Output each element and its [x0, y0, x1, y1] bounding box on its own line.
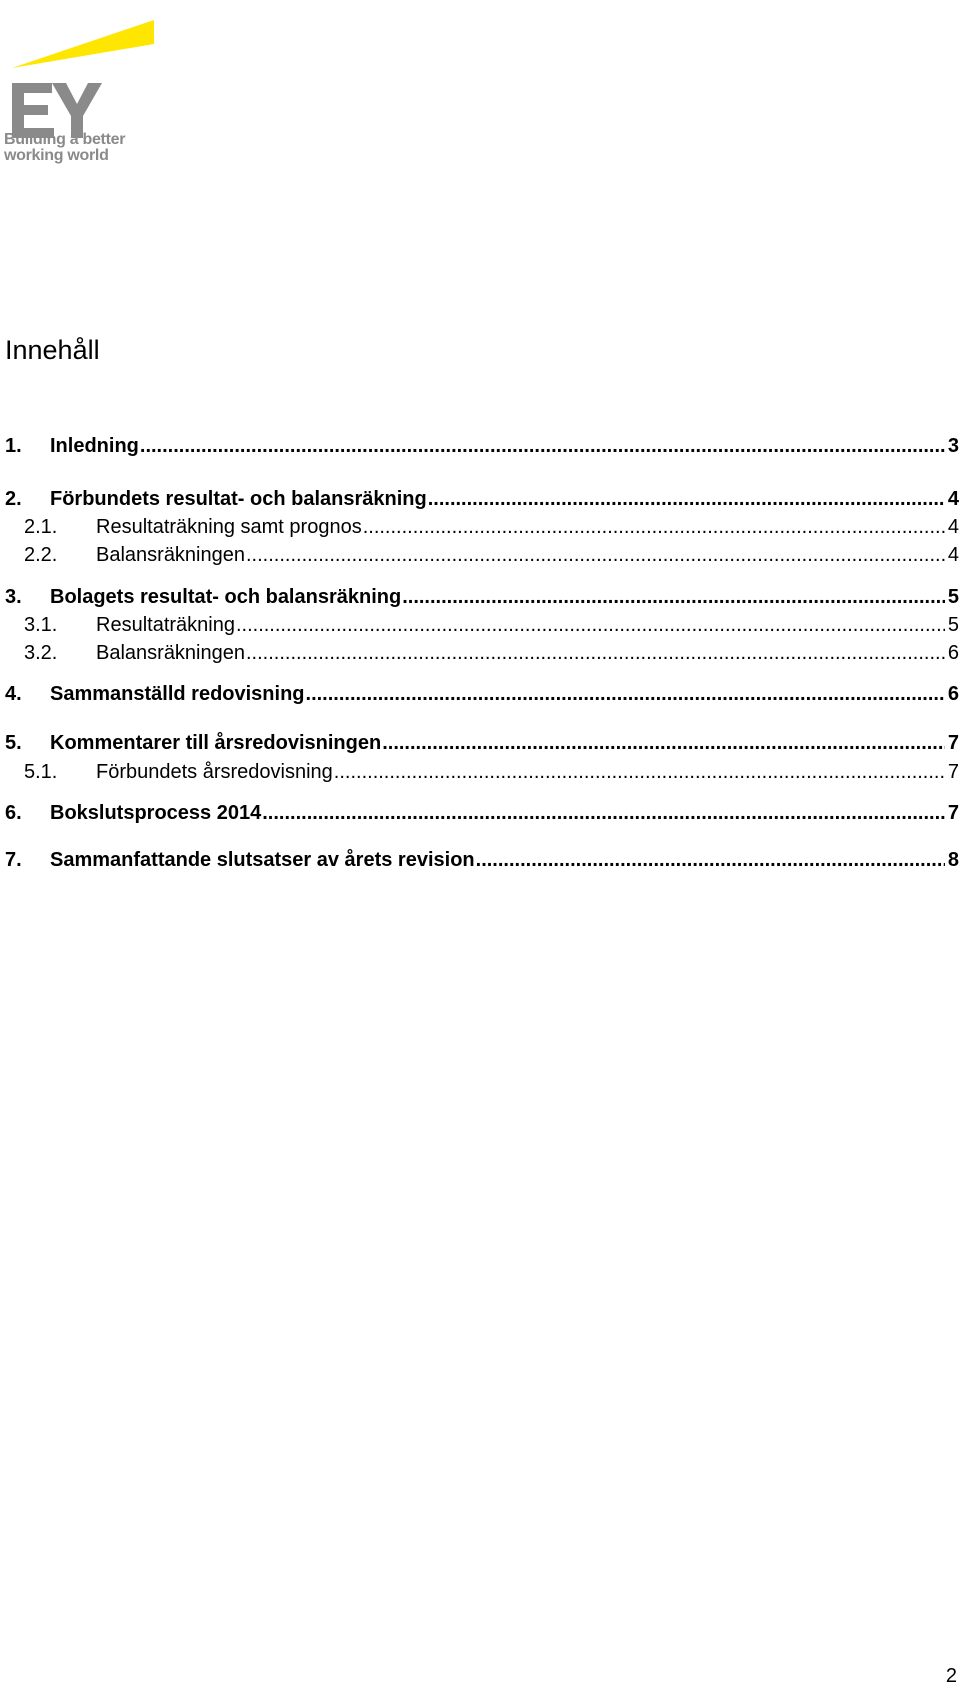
toc-entry-page: 4 [947, 544, 959, 566]
page-number: 2 [945, 1665, 957, 1687]
toc-entry-label: Bokslutsprocess 2014 [50, 802, 262, 824]
toc-entry-page: 3 [947, 435, 959, 457]
toc-entry-page: 5 [947, 614, 959, 636]
toc-entry-page: 7 [947, 732, 959, 754]
toc-entry-2-1[interactable] [5, 515, 959, 539]
ey-logo-beam [12, 20, 154, 68]
toc-leader-dots [306, 682, 945, 706]
toc-entry-number: 2.2. [24, 544, 58, 566]
toc-entry-label: Bolagets resultat- och balansräkning [50, 586, 402, 608]
toc-entry-4[interactable] [5, 682, 959, 706]
toc-entry-page: 7 [947, 802, 959, 824]
toc-entry-label: Kommentarer till årsredovisningen [50, 732, 382, 754]
toc-entry-label: Balansräkningen [96, 544, 245, 566]
ey-logo-letter-e [12, 83, 54, 138]
toc-title: Innehåll [5, 335, 100, 365]
ey-logo-letter-y [52, 83, 102, 138]
ey-logo-mark [8, 18, 158, 138]
toc-entry-number: 2.1. [24, 516, 58, 538]
toc-entry-label: Sammanfattande slutsatser av årets revision [50, 849, 475, 871]
toc-entry-3-2[interactable] [5, 641, 959, 665]
toc-entry-5-1[interactable] [5, 760, 959, 784]
toc-entry-page: 4 [947, 488, 959, 510]
toc-entry-number: 5.1. [24, 761, 58, 783]
toc-entry-label: Inledning [50, 435, 139, 457]
toc-leader-dots [334, 760, 945, 784]
toc-entry-page: 6 [947, 642, 959, 664]
toc-entry-number: 3.1. [24, 614, 58, 636]
toc-leader-dots [363, 515, 945, 539]
toc-entry-label: Förbundets årsredovisning [96, 761, 333, 783]
toc-leader-dots [236, 613, 945, 637]
toc-entry-label: Resultaträkning [96, 614, 235, 636]
toc-entry-page: 4 [947, 516, 959, 538]
toc-entry-3[interactable] [5, 585, 959, 609]
toc-entry-page: 5 [947, 586, 959, 608]
toc-entry-number: 4. [5, 683, 22, 705]
toc-entry-number: 7. [5, 849, 22, 871]
toc-entry-number: 3. [5, 586, 22, 608]
toc-leader-dots [246, 641, 945, 665]
toc-entry-number: 1. [5, 435, 22, 457]
toc-entry-label: Sammanställd redovisning [50, 683, 305, 705]
toc-entry-number: 2. [5, 488, 22, 510]
toc-entry-number: 6. [5, 802, 22, 824]
toc-entry-label: Resultaträkning samt prognos [96, 516, 362, 538]
toc-entry-number: 3.2. [24, 642, 58, 664]
toc-leader-dots [382, 731, 945, 755]
toc-leader-dots [246, 543, 945, 567]
toc-entry-6[interactable] [5, 801, 959, 825]
toc-entry-5[interactable] [5, 731, 959, 755]
toc-entry-1[interactable] [5, 434, 959, 458]
toc-leader-dots [262, 801, 945, 825]
toc-entry-label: Balansräkningen [96, 642, 245, 664]
toc-entry-7[interactable] [5, 848, 959, 872]
toc-entry-page: 8 [947, 849, 959, 871]
ey-logo-tagline: Building a better working world [4, 131, 126, 164]
toc-leader-dots [428, 487, 945, 511]
toc-leader-dots [140, 434, 945, 458]
toc-entry-label: Förbundets resultat- och balansräkning [50, 488, 427, 510]
toc-entry-3-1[interactable] [5, 613, 959, 637]
toc-entry-page: 7 [947, 761, 959, 783]
toc-leader-dots [476, 848, 945, 872]
toc-entry-2[interactable] [5, 487, 959, 511]
toc-leader-dots [402, 585, 945, 609]
toc-entry-page: 6 [947, 683, 959, 705]
toc-entry-2-2[interactable] [5, 543, 959, 567]
toc-entry-number: 5. [5, 732, 22, 754]
